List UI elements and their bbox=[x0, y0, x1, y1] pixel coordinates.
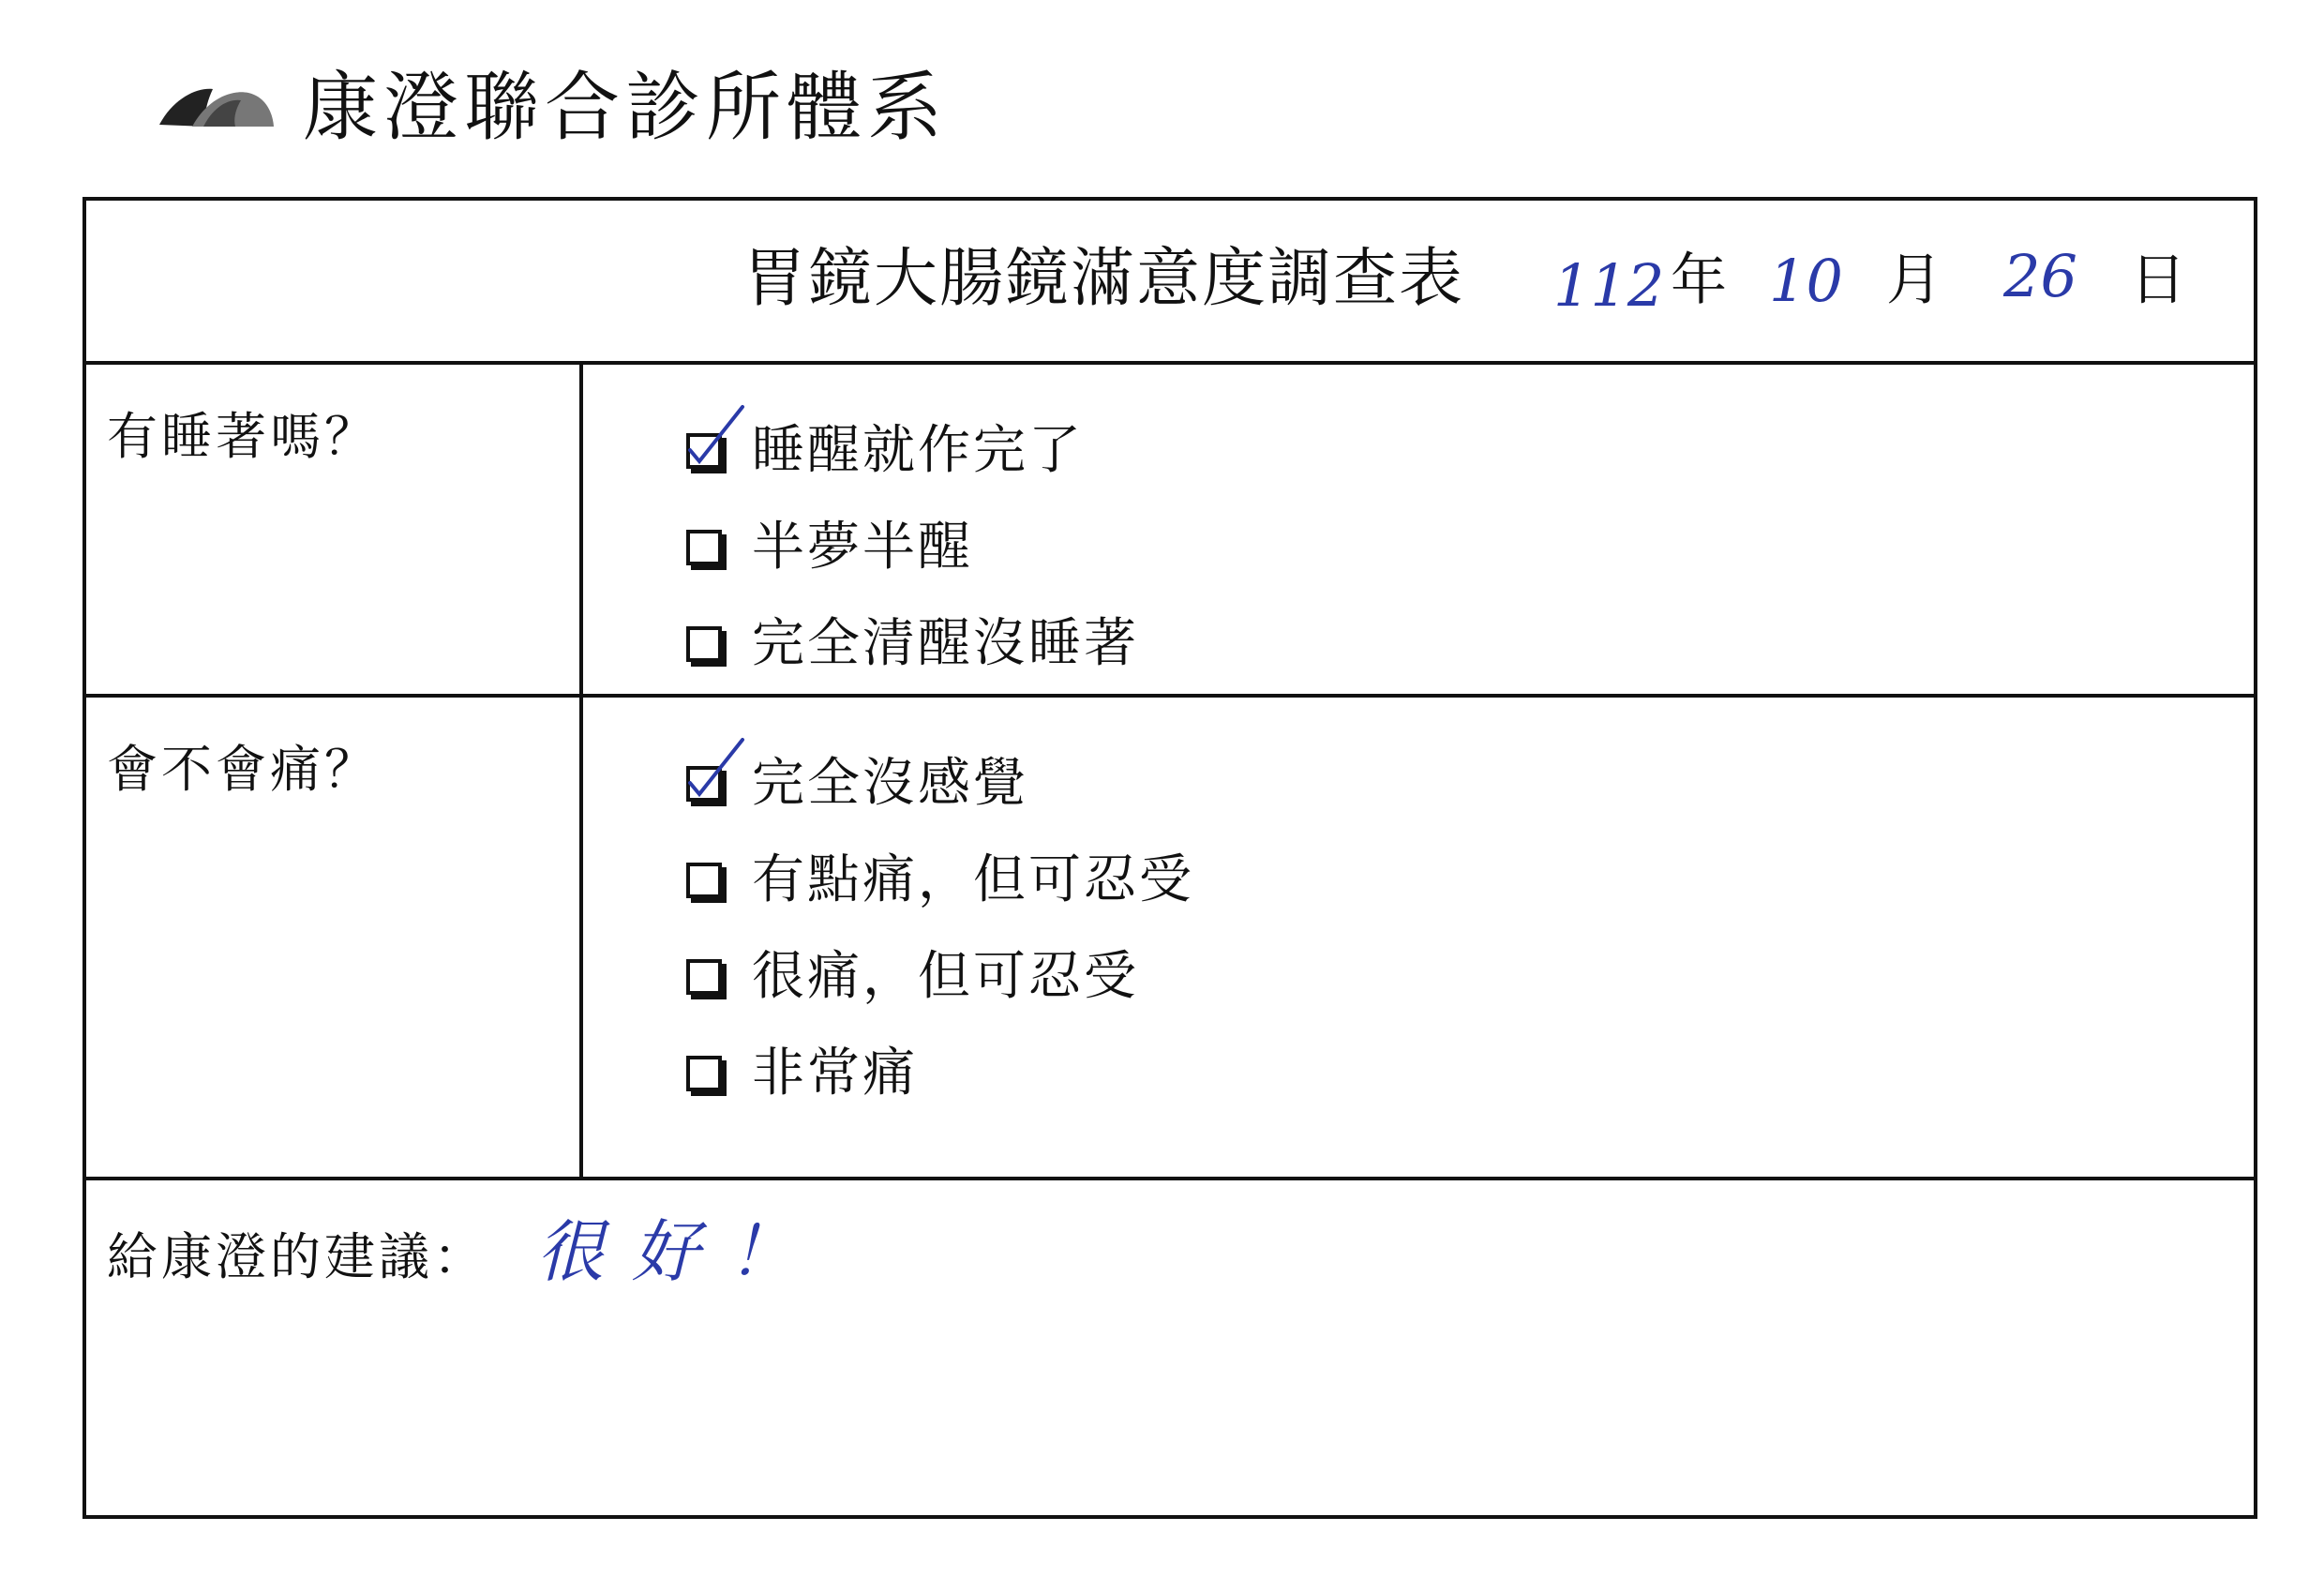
sleep-option-3[interactable] bbox=[686, 595, 1139, 692]
checkbox[interactable] bbox=[686, 1056, 722, 1091]
checkbox[interactable] bbox=[686, 626, 722, 662]
checkmark-icon bbox=[686, 403, 752, 478]
sleep-option-2[interactable] bbox=[686, 499, 1139, 595]
checkbox[interactable] bbox=[686, 959, 722, 995]
suggestion-label: 給康澄的建議： bbox=[107, 1227, 487, 1286]
sleep-question-row bbox=[86, 365, 2254, 698]
date-day-value[interactable]: 26 bbox=[2003, 242, 2077, 310]
pain-option-2[interactable] bbox=[686, 832, 1194, 928]
pain-option-4[interactable] bbox=[686, 1025, 1194, 1121]
form-title: 胃鏡大腸鏡滿意度調查表 bbox=[742, 242, 1465, 316]
sleep-options bbox=[686, 402, 1139, 692]
date-month-value[interactable]: 10 bbox=[1769, 247, 1843, 315]
option-label: 完全沒感覺 bbox=[752, 752, 1028, 814]
checkbox[interactable] bbox=[686, 766, 722, 802]
option-label: 非常痛 bbox=[752, 1042, 918, 1104]
document-header bbox=[155, 52, 948, 164]
option-label: 半夢半醒 bbox=[752, 516, 973, 578]
option-label: 很痛，但可忍受 bbox=[752, 945, 1139, 1007]
clinic-logo bbox=[155, 80, 277, 136]
suggestion-answer[interactable]: 很好！ bbox=[536, 1212, 824, 1291]
checkbox[interactable] bbox=[686, 863, 722, 898]
org-name: 康澄聯合診所體系 bbox=[303, 64, 948, 151]
date-month-unit: 月 bbox=[1886, 248, 1942, 313]
survey-form bbox=[82, 197, 2257, 1519]
pain-option-3[interactable] bbox=[686, 928, 1194, 1025]
question-cell bbox=[86, 698, 583, 1177]
option-label: 完全清醒沒睡著 bbox=[752, 612, 1139, 674]
pain-option-1[interactable] bbox=[686, 735, 1194, 832]
checkmark-icon bbox=[686, 736, 752, 811]
pain-question-label: 會不會痛？ bbox=[107, 740, 379, 799]
title-row bbox=[86, 201, 2254, 365]
pain-options bbox=[686, 735, 1194, 1121]
checkbox[interactable] bbox=[686, 530, 722, 565]
option-label: 有點痛，但可忍受 bbox=[752, 849, 1194, 910]
question-cell bbox=[86, 365, 583, 694]
checkbox[interactable] bbox=[686, 433, 722, 469]
sleep-option-1[interactable] bbox=[686, 402, 1139, 499]
option-label: 睡醒就作完了 bbox=[752, 419, 1084, 481]
suggestion-row bbox=[86, 1180, 2254, 1518]
sleep-question-label: 有睡著嗎？ bbox=[107, 407, 379, 466]
pain-question-row bbox=[86, 698, 2254, 1180]
date-year-unit: 年 bbox=[1671, 248, 1727, 313]
date-day-unit: 日 bbox=[2130, 248, 2186, 313]
date-year-value[interactable]: 112 bbox=[1553, 251, 1665, 320]
